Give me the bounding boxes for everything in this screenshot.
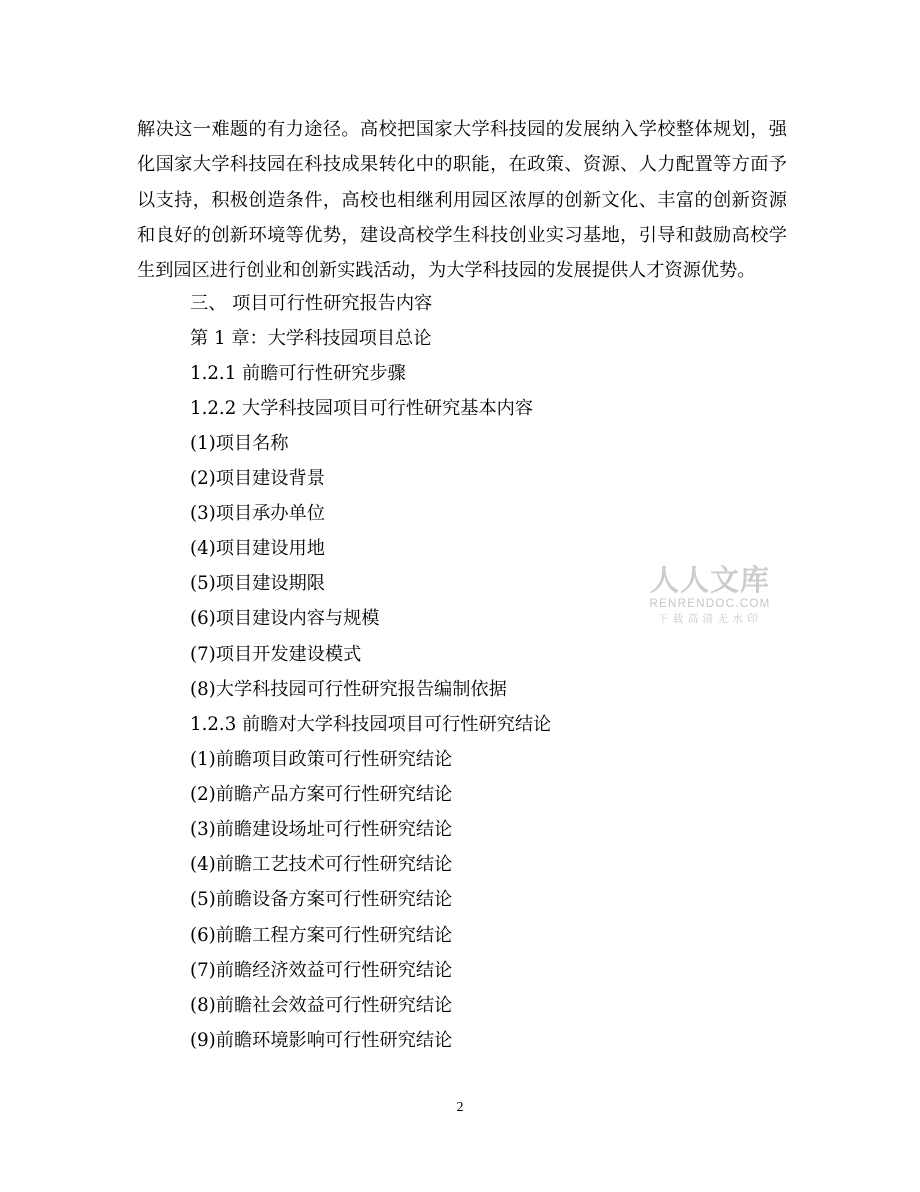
list-item: (3)前瞻建设场址可行性研究结论: [190, 819, 453, 840]
list-item: (9)前瞻环境影响可行性研究结论: [190, 1030, 453, 1051]
list-item: (1)项目名称: [190, 433, 289, 454]
intro-paragraph: 解决这一难题的有力途径。高校把国家大学科技园的发展纳入学校整体规划，强化国家大学科技园在科技成果转化中的职能，在政策、资源、人力配置等方面予以支持，积极创造条件，高校也相继利用园区浓厚的创新文化、丰富的创新资源和良好的创新环境等优势，建设高校学生科技创业实习基地，引导和鼓励高校学生到园区进行创业和创新实践活动，为大学科技园的发展提供人才资源优势。: [137, 119, 787, 282]
list-item: (8)前瞻社会效益可行性研究结论: [190, 995, 453, 1016]
list-item: (6)前瞻工程方案可行性研究结论: [190, 925, 453, 946]
list-item: (2)项目建设背景: [190, 468, 325, 489]
list-item: (7)项目开发建设模式: [190, 644, 362, 665]
list-item: (7)前瞻经济效益可行性研究结论: [190, 960, 453, 981]
list-item: (8)大学科技园可行性研究报告编制依据: [190, 679, 507, 700]
watermark-brand: 人人文库: [649, 563, 770, 597]
watermark-tagline: 下载高清无水印: [657, 613, 763, 625]
list-item: (2)前瞻产品方案可行性研究结论: [190, 784, 453, 805]
list-item: (5)项目建设期限: [190, 573, 325, 594]
chapter-heading: 第 1 章：大学科技园项目总论: [190, 328, 432, 349]
list-item: (5)前瞻设备方案可行性研究结论: [190, 889, 453, 910]
watermark: [646, 564, 774, 626]
list-item: (3)项目承办单位: [190, 503, 325, 524]
list-item: (1)前瞻项目政策可行性研究结论: [190, 749, 453, 770]
page-number: 2: [456, 1100, 464, 1115]
list-item: 1.2.1 前瞻可行性研究步骤: [190, 363, 406, 384]
watermark-url: RENRENDOC.COM: [649, 598, 771, 610]
section-heading: 三、 项目可行性研究报告内容: [190, 293, 433, 314]
list-item: (4)前瞻工艺技术可行性研究结论: [190, 854, 453, 875]
list-item: (6)项目建设内容与规模: [190, 608, 380, 629]
list-item: 1.2.2 大学科技园项目可行性研究基本内容: [190, 398, 534, 419]
list-item: (4)项目建设用地: [190, 538, 325, 559]
list-item: 1.2.3 前瞻对大学科技园项目可行性研究结论: [190, 714, 552, 735]
